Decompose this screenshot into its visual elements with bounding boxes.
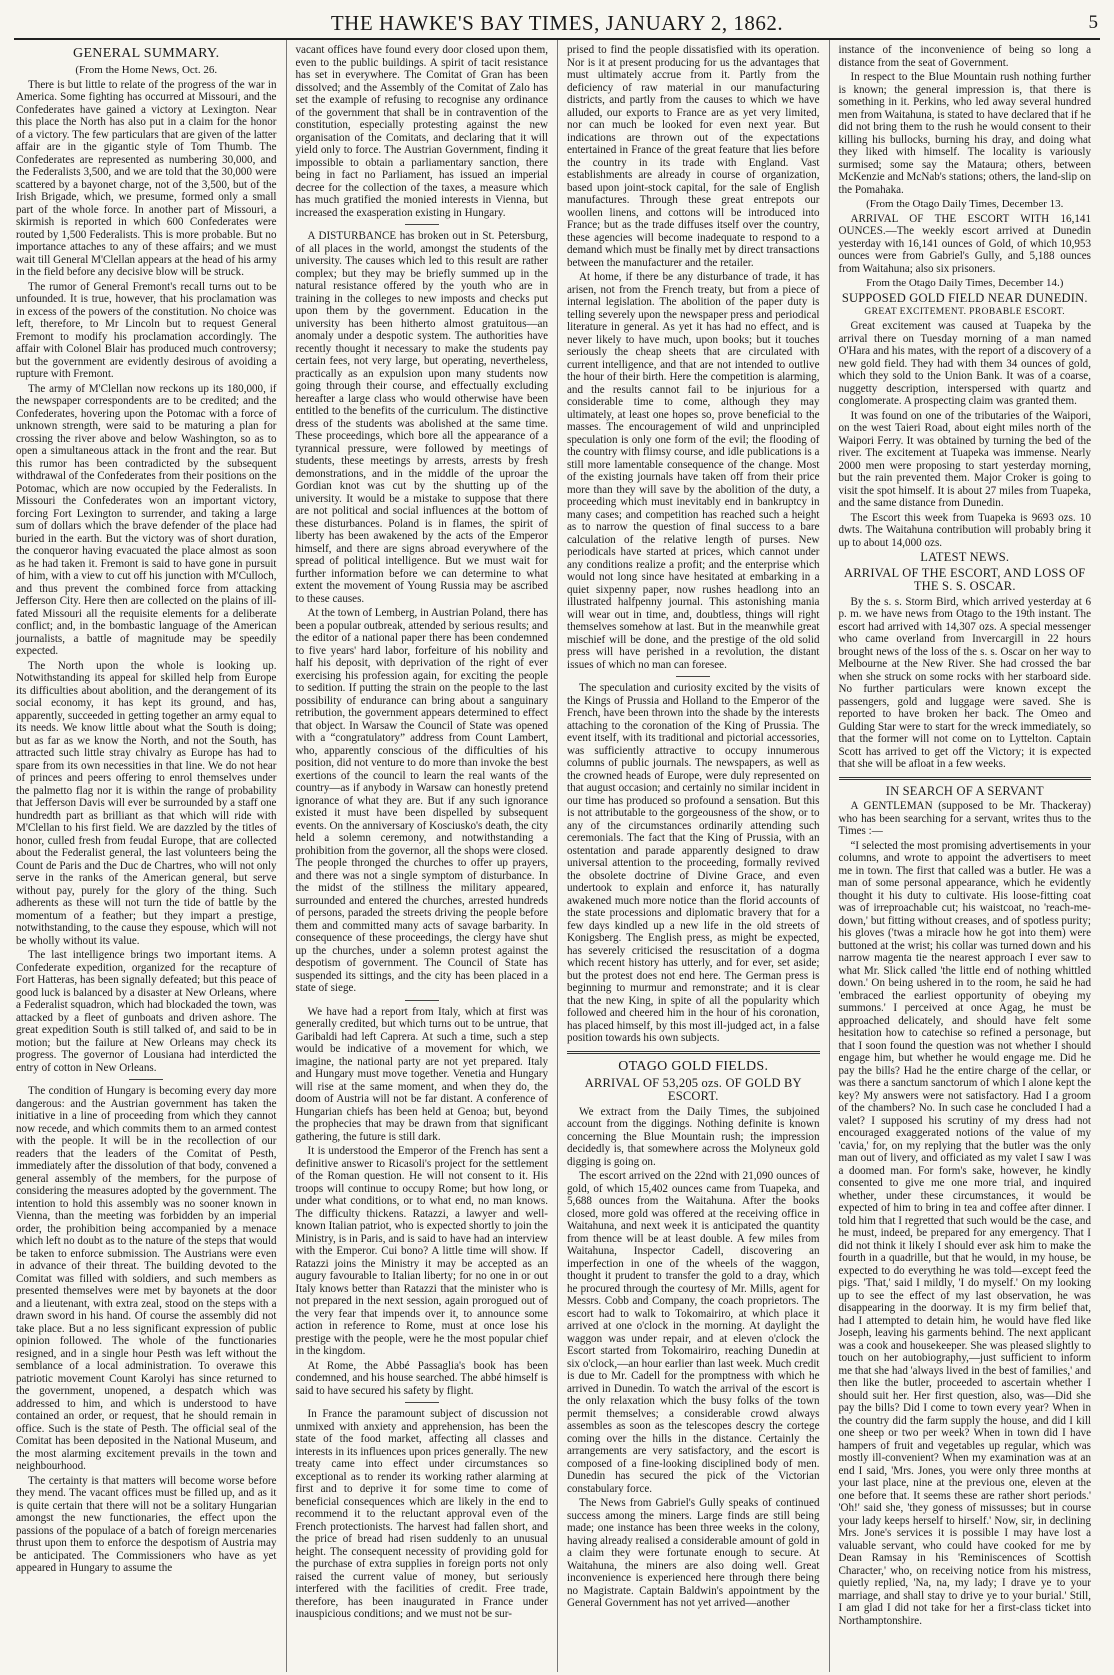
- column-3: [557, 40, 829, 1672]
- masthead: [14, 8, 1100, 40]
- article-paragraph: There is but little to relate of the progress of the war in America. Some fighting has occurred at Missouri, and the Confederates have gained a victory at Lexington. Near this place the North has also put in a claim for the honor of a victory. The few particulars that are given of the latter affair are in the gigantic style of Tom Thumb. The Confederates are represented as numbering 30,000, and the Federalists 3,500, and we are told that the 30,000 were scattered by a bayonet charge, not of the 3,500, but of the Irish Brigade, which, we presume, formed only a small part of the whole force. In another part of Missouri, a skirmish is reported in which 600 Confederates were routed by 1,500 Federalists. This is more probable. But no importance attaches to any of these affairs; and we must wait till General M'Clellan appears at the head of his army in the field before any decisive blow will be struck.: [16, 78, 277, 278]
- article-paragraph: The speculation and curiosity excited by the visits of the Kings of Prussia and Holland to the Emperor of the French, have been thrown into the shade by the interests attaching to the coronation of the King of Prussia. The event itself, with its traditional and pictorial accessories, was sufficiently attractive to occupy innumerous columns of public journals. The newspapers, as well as the crowned heads of Europe, were duly represented on that august occasion; and certainly no similar incident in our time has produced so profound a sensation. But this is not attributable to the gorgeousness of the show, or to any of the circumstances ordinarily attending such ceremonials. The fact that the King of Prussia, with an ostentation and parade apparently designed to draw universal attention to the proceeding, formally revived the obsolete doctrine of Divine Grace, and even undertook to explain and enforce it, has naturally awakened much more notice than the florid accounts of the state processions and diplomatic bravery that for a few days kindled up a new life in the old streets of Konigsberg. The English press, as might be expected, has severely criticised the resuscitation of a dogma which recent history has utterly, and for ever, set aside; but the protest does not end here. The German press is beginning to murmur and remonstrate; and it is clear that the new King, in spite of all the popularity which followed and cheered him in the hour of his coronation, has placed himself, by this most ill-judged act, in a false position towards his own subjects.: [567, 682, 820, 1044]
- section-separator: [405, 1000, 439, 1001]
- article-paragraph: vacant offices have found every door closed upon them, even to the public buildings. A spirit of tacit resistance has set in everywhere. The Comitat of Gran has been dissolved; and the Assembly of the Comitat of Zalo has set the example of refusing to recognise any ordinance of the government that shall be in contravention of the constitution, especially protesting against the new organisation of the Comitats, and declaring that it will yield only to force. The Austrian Government, finding it impossible to obtain a parliamentary sanction, there being in fact no Parliament, has issued an imperial decree for the collection of the taxes, a measure which has much gratified the monied interests in Vienna, but increased the exasperation existing in Hungary.: [295, 44, 548, 219]
- section-heading-latest-news: LATEST NEWS.: [920, 550, 1010, 564]
- dateline: From the Otago Daily Times, December 14.): [866, 277, 1064, 289]
- article-paragraph: The condition of Hungary is becoming every day more dangerous: and the Austrian government has taken the initiative in a line of proceeding from which they cannot now recede, and which commits them to an armed contest with the people. It will be in the recollection of our readers that the leaders of the Comitat of Pesth, immediately after the dissolution of that body, convened a general assembly of the members, for the purpose of considering the measures adopted by the government. The intention to hold this assembly was no sooner known in Vienna, than the meeting was forbidden by an imperial order, the prohibition being accompanied by a menace which left no doubt as to the nature of the steps that would be taken to enforce submission. The Austrians were even in advance of their threat. The building devoted to the Comitat was filled with soldiers, and such members as presented themselves were met by bayonets at the door and a lieutenant, with extra zeal, stood on the steps with a drawn sword in his hand. Of course the assembly did not take place. But a no less significant expression of public opinion followed. The whole of the functionaries resigned, and in a single hour Pesth was left without the semblance of a local administration. To overawe this patriotic movement Count Karolyi has since returned to the government, unopened, a despatch which was addressed to him, and which is understood to have contained an order, or request, that he should remain in office. Such is the state of Pesth. The official seal of the Comitat has been deposited in the National Museum, and the most alarming excitement prevails in the town and neighbourhood.: [16, 1085, 277, 1472]
- section-heading-search-servant: IN SEARCH OF A SERVANT: [885, 783, 1044, 798]
- section-separator: [405, 224, 439, 225]
- article-paragraph: The escort arrived on the 22nd with 21,090 ounces of gold, of which 15,402 ounces came from Tuapeka, and 5,688 ounces from the Waitahuna. After the books closed, more gold was offered at the receiving office in Waitahuna, and next week it is anticipated the quantity from thence will be at least double. A few miles from Waitahuna, Inspector Cadell, discovering an imperfection in one of the wheels of the waggon, thought it prudent to transfer the gold to a dray, which he procured through the courtesy of Mr. Mills, agent for Messrs. Cobb and Company, the coach proprietors. The escort had to walk to Tokomairiro, at which place it arrived at one o'clock in the morning. At daylight the waggon was under repair, and at eleven o'clock the Escort started from Tokomairiro, reaching Dunedin at six o'clock,—an hour earlier than last week. Much credit is due to Mr. Cadell for the promptness with which he arrived in Dunedin. To watch the arrival of the escort is the only relaxation which the busy folks of the town permit themselves; a considerable crowd always assembles as soon as the telescopes descry the cortege coming over the hills in the distance. Certainly the arrangements are very satisfactory, and the escort is composed of a fine-looking disciplined body of men. Dunedin has secured the pick of the Victorian constabulary force.: [567, 1170, 820, 1495]
- article-paragraph: ARRIVAL OF THE ESCORT WITH 16,141 OUNCES.—The weekly escort arrived at Dunedin yesterday with 16,141 ounces of Gold, of which 10,953 ounces were from Gabriel's Gully, and 5,188 ounces from Waitahuna; also six prisoners.: [838, 212, 1091, 275]
- article-paragraph: prised to find the people dissatisfied with its operation. Nor is it at present producing for us the advantages that must ultimately accrue from it. Partly from the deficiency of raw material in our manufacturing districts, and partly from the causes to which we have alluded, our exports to France are as yet very limited, nor can much be looked for even next year. But indications are thrown out of the expectations entertained in France of the great feature that lies before the country in its trade with England. Vast establishments are already in course of organization, based upon joint-stock capital, for the sale of English manufactures. Through these great entrepots our woollen linens, and cottons will be introduced into France; but as the trade diffuses itself over the country, these agencies will become inadequate to respond to a demand which must be finally met by direct transactions between the manufacturer and the retailer.: [567, 44, 820, 269]
- column-1: [14, 40, 286, 1672]
- subheading-excitement: GREAT EXCITEMENT. PROBABLE ESCORT.: [864, 307, 1066, 317]
- page-number: 5: [1088, 12, 1098, 33]
- section-rule: [567, 1051, 820, 1054]
- article-paragraph: The rumor of General Fremont's recall turns out to be unfounded. It is true, however, that his proclamation was in excess of the powers of the constitution. No choice was left, therefore, to Mr Lincoln but to request General Fremont to modify his proclamation accordingly. The affair with Colonel Blair has produced much controversy; but the government are evidently desirous of avoiding a rupture with Fremont.: [16, 280, 277, 380]
- article-paragraph: The News from Gabriel's Gully speaks of continued success among the miners. Large finds are still being made; one instance has been three weeks in the colony, having already realised a considerable amount of gold in a claim they were fortunate enough to secure. At Waitahuna, the miners are also doing well. Great inconvenience is experienced here through there being no Magistrate. Captain Baldwin's appointment by the General Government has not yet arrived—another: [567, 1497, 820, 1609]
- article-paragraph: We have had a report from Italy, which at first was generally credited, but which turns out to be untrue, that Garibaldi had left Caprera. At such a time, such a step would be indicative of a movement for which, we imagine, the national party are not yet prepared. Italy and Hungary must move together. Venetia and Hungary will rise at the same moment, and when they do, the doom of Austria will not be far distant. A conference of Hungarian chiefs has been held at Genoa; but, beyond the prophecies that may be drawn from that significant gathering, the future is still dark.: [295, 1005, 548, 1143]
- section-heading-general-summary: GENERAL SUMMARY.: [73, 46, 220, 61]
- article-paragraph: By the s. s. Storm Bird, which arrived yesterday at 6 p. m. we have news from Otago to the 19th instant. The escort had arrived with 14,307 ozs. A special messenger who came overland from Invercargill in 22 hours brought news of the loss of the s. s. Oscar on her way to Melbourne at the New River. She had crossed the bar when she struck on some rocks with her starboard side. No further particulars were known except the passengers, gold and luggage were saved. She is reported to have broken her back. The Omeo and Gulding Star were to start for the wreck immediately, so that the former will not come on to Lyttelton. Captain Scott has arrived to get off the Victory; it is expected that she will be afloat in a few weeks.: [838, 595, 1091, 770]
- subheading-gold-escort: ARRIVAL OF 53,205 ozs. OF GOLD BY ESCORT.: [584, 1075, 802, 1103]
- article-paragraph: It is understood the Emperor of the French has sent a definitive answer to Ricasoli's project for the settlement of the Roman question. He will not consent to it. His troops will continue to occupy Rome; but how long, or under what conditions, or to what end, no man knows. The difficulty thickens. Ratazzi, a lawyer and well-known Italian patriot, who is expected shortly to join the Ministry, is in Paris, and is said to have had an interview with the Emperor. Cui bono? A little time will show. If Ratazzi joins the Ministry it may be accepted as an augury favourable to Italian liberty; for no one in or out Italy knows better than Ratazzi that the minister who is not prepared in the next session, again prorogued out of the very fear that impends over it, to announce some action in reference to Rome, must at once lose his prestige with the people, were he the most popular chief in the kingdom.: [295, 1145, 548, 1357]
- article-paragraph: It was found on one of the tributaries of the Waipori, on the west Taieri Road, about eight miles north of the Waipori Ferry. It was obtained by turning the bed of the river. The excitement at Tuapeka was immense. Nearly 2000 men were proposing to start yesterday morning, but the rain prevented them. Major Croker is going to visit the spot himself. It is about 27 miles from Tuapeka, and the same distance from Dunedin.: [838, 409, 1091, 509]
- article-paragraph: In respect to the Blue Mountain rush nothing further is known; the general impression is, that there is something in it. Perkins, who led away several hundred men from Waitahuna, is stated to have declared that if he did not bring them to the rush he would consent to their killing his bullocks, burning his dray, and doing what they liked with himself. The locality is variously surmised; some say the Mataura; others, between McKenzie and McNab's stations; others, the land-slip on the Pomahaka.: [838, 71, 1091, 196]
- article-paragraph: “I selected the most promising advertisements in your columns, and wrote to appoint the advertisers to meet me in town. The first that called was a butler. He was a man of some personal appearance, which he evidently thought it his duty to cultivate. His loose-fitting coat was of irreproachable cut; his waistcoat, no 'reach-me-down,' but fitting without creases, and of spotless purity; his gloves ('twas a miracle how he got into them) were buttoned at the wrist; his collar was turned down and his narrow magenta tie the nearest approach I ever saw to what Mr. Slick called 'the little end of nothing whittled down.' On being ushered in to the room, he said he had 'embraced the earliest opportunity of obeying my summons.' I perceived at once Agag, he must be approached delicately, and should have felt some hesitation how to catechise so refined a personage, but that I soon found the question was not whether I should engage him, but whether he would engage me. Did he pay the bills? Had he the entire charge of the cellar, or was there a sanctum sanctorum of which I alone kept the key? My answers were not satisfactory. Had I a groom of the chambers? No. In such case he concluded I had a valet? I supposed his scrutiny of my dress had not encouraged exaggerated notions of the value of my 'cavia,' for, on my replying that the butler was the only man out of livery, and officiated as my valet I saw I was a doomed man. For form's sake, however, he kindly consented to give me one more trial, and inquired whether, under these circumstances, it would be expected of him to bring in tea and coffee after dinner. I told him that I regretted that such would be the case, and he must, indeed, be prepared for any emergency. That I did not think it likely I should ever ask him to make the fourth in a quadrille, but that he would, in my house, be expected to do everything he was told—except feed the pigs. 'That,' said I mildly, 'I do myself.' On my looking up to see the effect of my last observation, he was disappearing in the doorway. It is my firm belief that, had I attempted to detain him, he would have fled like Joseph, leaving his garments behind. The next applicant was a cook and housekeeper. She was pleased slightly to touch on her autobiography,—just sufficient to inform me that she had 'always lived in the best of families,' and then like the butler, proceeded to ascertain whether I should suit her. Her first question, also, was—Did she pay the bills? Did I come to town every year? When in the country did the farm supply the house, and did I kill one sheep or two per week? When in town did I have hampers of fruit and vegetables up regular, which was mostly ill-convenient? When my examination was at an end I said, 'Mrs. Jones, you were only three months at your last place, nine at the previous one, eleven at the one before that. It seems these are rather short periods.' 'Oh!' said she, 'they goness of missusses; but in course your lady keeps herself to hirself.' Now, sir, in declining Mrs. Jone's services it is possible I may have lost a valuable servant, who could have cooked for me by Dean Ramsay in his 'Reminiscences of Scottish Character,' who, on receiving notice from his mistress, quietly replied, 'Na, na, my lady; I drave ye to your marriage, and shall stay to drive ye to your burial.' Still, I am glad I did not take for her a first-class ticket into Northamptonshire.: [838, 839, 1091, 1627]
- section-separator: [129, 1079, 163, 1080]
- article-paragraph: A DISTURBANCE has broken out in St. Petersburg, of all places in the world, amongst the students of the university. The causes which led to this result are rather complex; but they may be briefly summed up in the natural resistance offered by the youth who are in training in the colleges to new imposts and checks put upon them by the government. Education in the university has been hitherto almost gratuitous—an anomaly under a despotic system. The authorities have recently thought it necessary to make the students pay certain fees, not very large, but operating, nevertheless, practically as an expulsion upon many students now going through their course, and effectually excluding hereafter a large class who would otherwise have been entitled to the benefits of the curriculum. The distinctive dress of the students was abolished at the same time. These proceedings, which bore all the appearance of a tyrannical pressure, were followed by meetings of students, these meetings by arrests, arrests by fresh demonstrations, and in the middle of the uproar the Gordian knot was cut by the shutting up of the university. It would be a mistake to suppose that there are not political and social influences at the bottom of these disturbances. Poland is in flames, the spirit of liberty has been awakened by the acts of the Emperor himself, and there are signs abroad everywhere of the spread of political intelligence. But we must wait for further information before we can determine to what extent the movement of Young Russia may be ascribed to these causes.: [295, 230, 548, 605]
- section-separator: [405, 1402, 439, 1403]
- section-heading-supposed-gold-field: SUPPOSED GOLD FIELD NEAR DUNEDIN.: [841, 290, 1088, 305]
- article-paragraph: A GENTLEMAN (supposed to be Mr. Thackeray) who has been searching for a servant, writes thus to the Times :—: [838, 800, 1091, 837]
- newspaper-title: THE HAWKE'S BAY TIMES, JANUARY 2, 1862.: [330, 10, 784, 35]
- article-paragraph: We extract from the Daily Times, the subjoined account from the diggings. Nothing definite is known concerning the Blue Mountain rush; the impression decidedly is, that somewhere across the Molyneux gold digging is going on.: [567, 1105, 820, 1168]
- column-4: [829, 40, 1101, 1672]
- article-paragraph: In France the paramount subject of discussion not unmixed with anxiety and apprehension, has been the state of the food market, affecting all classes and interests in its influences upon prices generally. The new treaty came into effect under circumstances so exceptional as to render its working rather alarming at first and to deprive it for some time to come of beneficial consequences which are likely in the end to recommend it to the reluctant approval even of the French protectionists. The harvest had fallen short, and the price of bread had risen suddenly to an unusual height. The consequent necessity of providing gold for the purchase of extra supplies in foreign ports not only raised the current value of money, but seriously interfered with the facilities of credit. Free trade, therefore, has been inaugurated in France under inauspicious conditions; and we must not be sur-: [295, 1408, 548, 1620]
- article-paragraph: At the town of Lemberg, in Austrian Poland, there has been a popular outbreak, attended by serious results; and the editor of a national paper there has been condemned to five years' hard labor, forfeiture of his nobility and half his deposit, with deprivation of the right of ever exercising his profession again, for exciting the people to sedition. If putting the strain on the people to the last possibility of endurance can bring about a sanguinary retribution, the government appears determined to effect that object. In Warsaw the Council of State was opened with a “congratulatory” address from Count Lambert, who, apparently conscious of the difficulties of his position, did not venture to do more than invoke the best exertions of the council to learn the real wants of the country—as if anybody in Warsaw can honestly pretend ignorance of what they are. But if any such ignorance existed it must have been dispelled by subsequent events. On the anniversary of Kosciusko's death, the city held a solemn ceremony, and notwithstanding a prohibition from the governor, all the shops were closed. The people thronged the churches to offer up prayers, and there was not a single symptom of disturbance. In the midst of the stillness the military appeared, surrounded and entered the churches, arrested hundreds of persons, paraded the streets driving the people before them and committed many acts of savage barbarity. In consequence of these proceedings, the clergy have shut up the churches, under a solemn protest against the despotism of government. The Council of State has suspended its sittings, and the city has been placed in a state of siege.: [295, 607, 548, 994]
- column-2: [286, 40, 558, 1672]
- article-paragraph: At Rome, the Abbé Passaglia's book has been condemned, and his house searched. The abbé himself is said to have secured his safety by flight.: [295, 1359, 548, 1397]
- dateline: (From the Otago Daily Times, December 13.: [866, 198, 1064, 210]
- section-rule: [839, 777, 1092, 780]
- article-paragraph: The Escort this week from Tuapeka is 9693 ozs. 10 dwts. The Waitahuna contribution will probably bring it up to about 14,000 ozs.: [838, 511, 1091, 549]
- article-paragraph: At home, if there be any disturbance of trade, it has arisen, not from the French treaty, but from a piece of internal legislation. The abolition of the paper duty is telling severely upon the newspaper press and periodical literature in general. As yet it has had no effect, and is never likely to have much, upon books; but it touches seriously the cheap sheets that are circulated with current intelligence, and that are not intended to outlive the hour of their birth. Here the competition is alarming, and the results cannot fail to be injurious for a considerable time to come, although they may ultimately, at least one hopes so, prove beneficial to the masses. The encouragement of wild and unprincipled speculation is only one form of the evil; the flooding of the country with flimsy course, and idle publications is a still more lamentable consequence of the change. Most of the existing journals have taken off from their price more than they will save by the abolition of the duty, a proceeding which must inevitably end in bankruptcy in many cases; and competition has reached such a height as to narrow the question of final success to a bare calculation of the relative length of purses. New periodicals have started at prices, which cannot under any conditions realize a profit; and the enterprise which would not long since have hesitated at embarking in a quiet sixpenny paper, now rushes headlong into an illustrated halfpenny journal. This astonishing mania will wear out in time, and, doubtless, things will right themselves somehow at last. But in the meanwhile great mischief will be done, and the prestige of the old solid press will have perished in a revolution, the distant issues of which no man can foresee.: [567, 271, 820, 671]
- columns: [14, 40, 1100, 1672]
- section-heading-otago-gold-fields: OTAGO GOLD FIELDS.: [618, 1058, 769, 1074]
- article-paragraph: The last intelligence brings two important items. A Confederate expedition, organized for the recapture of Fort Hatteras, has been signally defeated; but this peace of good luck is balanced by a disaster at New Orleans, where a Federalist squadron, which had blockaded the town, was attacked by a fleet of gunboats and driven ashore. The great expedition South is still talked of, and said to be in motion; but the failure at New Orleans may check its progress. The governor of Lousiana had interdicted the entry of cotton in New Orleans.: [16, 949, 277, 1074]
- subheading-oscar-loss: ARRIVAL OF THE ESCORT, AND LOSS OF THE S. S. OSCAR.: [844, 565, 1086, 593]
- dateline: (From the Home News, Oct. 26.: [75, 64, 218, 76]
- article-paragraph: instance of the inconvenience of being so long a distance from the seat of Government.: [838, 44, 1091, 69]
- article-paragraph: The army of M'Clellan now reckons up its 180,000, if the newspaper correspondents are to be credited; and the Confederates, hovering upon the Potomac with a force of unknown strength, were said to be maturing a plan for crossing the river above and below Washington, so as to open a simultaneous attack in the front and the rear. But this rumor has been contradicted by the subsequent withdrawal of the Confederates from their positions on the Potomac, which are now occupied by the Federalists. In Missouri the Confederates won an important victory, forcing Fort Lexington to surrender, and taking a large sum of dollars which the brave defender of the place had buried in the earth. But the victory was of short duration, the conqueror having evacuated the place almost as soon as he had taken it. Fremont is said to have gone in pursuit of him, with a view to cut off his junction with M'Culloch, and thus prevent the combined force from attacking Jefferson City. Here then are collected on the plains of ill-fated Missouri all the requisite elements for a deliberate conflict; and, in the bombastic language of the American journalists, a battle of magnitude may be speedily expected.: [16, 382, 277, 657]
- section-separator: [676, 676, 710, 677]
- article-paragraph: The North upon the whole is looking up. Notwithstanding its appeal for skilled help from Europe its difficulties about abolition, and the derangement of its social economy, it has kept its ground, and has, apparently, succeeded in getting together an army equal to its needs. We know little about what the South is doing; but as far as we know the North, and not the South, has attracted such little stray chivalry as Europe has had to spare from its own necessities in that line. We do not hear of princes and peers offering to enrol themselves under the palmetto flag nor it is within the range of probability that Jefferson Davis will ever be surrounded by a staff one hundredth part as brilliant as that which will ride with M'Clellan to his first field. We are dazzled by the titles of honor, culled fresh from feudal Europe, that are collected about the Federalist general, the last volunteers being the Count de Paris and the Duc de Chartres, who will not only serve in the ranks of the American general, but serve without pay, purely for the glory of the thing. Such adherents as these will not turn the tide of battle by the momentum of a feather; but they impart a prestige, notwithstanding, to the cause they espouse, which will not be wholly without its value.: [16, 659, 277, 947]
- article-paragraph: The certainty is that matters will become worse before they mend. The vacant offices must be filled up, and as it is quite certain that there will not be a solitary Hungarian amongst the new functionaries, the effect upon the passions of the populace of a batch of foreign mercenaries thrust upon them to enforce the despotism of Austria may be anticipated. The Commissioners who have as yet appeared in Hungary to assume the: [16, 1474, 277, 1574]
- article-paragraph: Great excitement was caused at Tuapeka by the arrival there on Tuesday morning of a man named O'Hara and his mates, with the report of a discovery of a new gold field. They had with them 34 ounces of gold, which they sold to the Union Bank. It was of a coarse, nuggetty description, interspersed with quartz and conglomerate. A prospecting claim was granted them.: [838, 320, 1091, 407]
